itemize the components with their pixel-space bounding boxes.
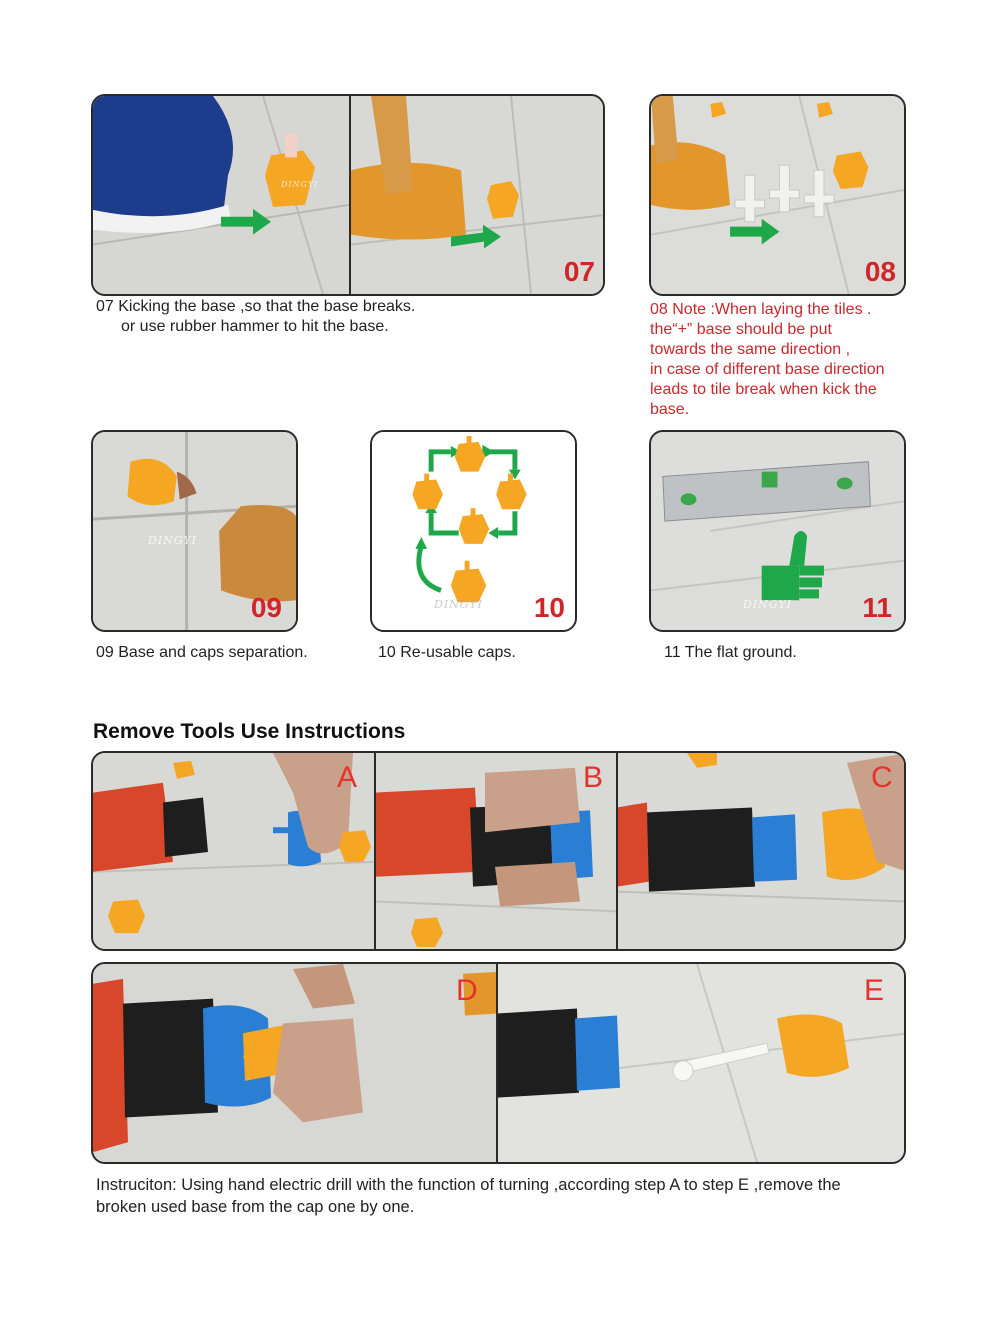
step-08-caption-line2: the“+” base should be put [650,321,832,338]
step-number-10: 10 [533,592,565,623]
step-08-caption-line6: base. [650,401,690,418]
step-08-caption-line1: 08 Note :When laying the tiles . [650,301,872,318]
step-11-photo [649,430,906,632]
step-d-image [93,964,497,1162]
step-c-image [617,753,906,949]
step-number-09: 09 [250,592,282,623]
watermark: DINGYI [281,180,319,189]
step-08-photo [649,94,906,296]
step-10-caption: 10 Re-usable caps. [378,644,516,661]
kick-base-image [93,96,349,294]
step-08-caption-line4: in case of different base direction [650,361,885,378]
watermark: DINGYI [434,598,483,611]
watermark: DINGYI [148,534,197,547]
step-number-11: 11 [862,592,892,623]
step-number-08: 08 [864,256,896,287]
step-e-image [497,964,906,1162]
step-number-07: 07 [563,256,595,287]
step-07-caption-line2: or use rubber hammer to hit the base. [121,318,389,335]
step-09-photo [91,430,298,632]
remove-steps-de-photo [91,962,906,1164]
step-08-caption-line5: leads to tile break when kick the [650,381,877,398]
step-b-image [375,753,617,949]
step-letter-d: D [456,974,478,1007]
watermark: DINGYI [743,598,792,611]
step-09-caption: 09 Base and caps separation. [96,644,308,661]
step-a-image [93,753,375,949]
remove-steps-abc-photo [91,751,906,951]
step-07-caption-line1: 07 Kicking the base ,so that the base breaks. [96,298,416,315]
step-07-photo [91,94,605,296]
instruction-line2: broken used base from the cap one by one. [96,1198,415,1216]
step-08-caption-line3: towards the same direction , [650,341,851,358]
instruction-line1: Instruciton: Using hand electric drill with the function of turning ,according step A to step E ,remove the [96,1176,841,1194]
step-letter-c: C [871,761,893,794]
step-letter-a: A [337,761,358,794]
step-letter-e: E [864,974,885,1007]
section-title: Remove Tools Use Instructions [93,720,406,743]
step-11-caption: 11 The flat ground. [664,644,797,661]
step-letter-b: B [583,761,604,794]
step-10-diagram [370,430,577,632]
